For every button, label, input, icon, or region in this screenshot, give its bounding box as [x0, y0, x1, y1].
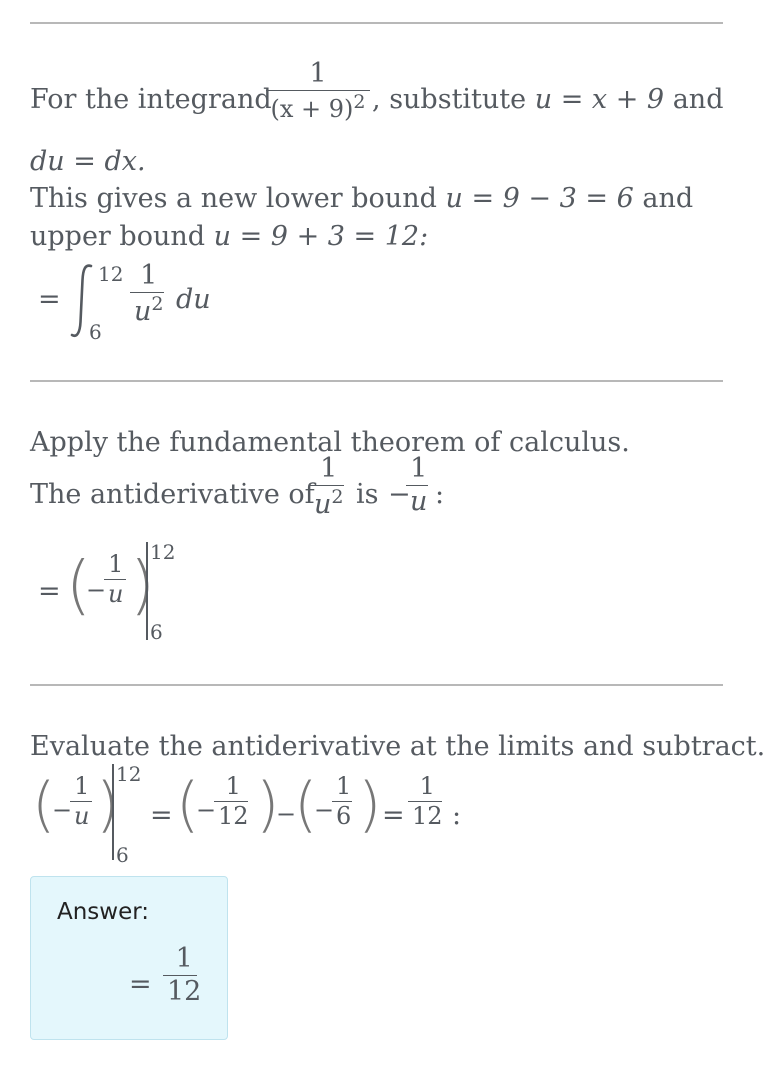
answer-fraction	[163, 945, 205, 1007]
eval-denominator: u	[108, 580, 124, 609]
divider-1	[30, 380, 723, 382]
f-exponent: 2	[331, 486, 344, 509]
upper-bound-expression: u = 9 + 3 = 12:	[213, 221, 429, 252]
minus-between: −	[276, 800, 297, 828]
equals-b: =	[150, 800, 173, 831]
result-numerator: 1	[419, 772, 435, 800]
integrand-fraction	[266, 60, 370, 123]
c-denominator: 6	[336, 802, 352, 831]
left-paren-a: (	[32, 770, 56, 840]
substitute-text	[372, 84, 723, 116]
fraction-c	[332, 774, 355, 829]
right-paren-c: )	[358, 770, 382, 840]
step1-line1	[30, 84, 272, 116]
text-lower-bound: This gives a new lower bound	[30, 183, 437, 214]
fraction-a	[70, 774, 93, 829]
colon-2: :	[452, 800, 462, 831]
text-antiderivative-of: The antiderivative of	[30, 479, 315, 510]
answer-equals: =	[129, 969, 152, 1000]
minus-c: −	[314, 796, 335, 824]
lower-bound-expression: u = 9 − 3 = 6	[445, 183, 634, 214]
fraction-b	[214, 774, 253, 829]
eval-upper-limit-2: 12	[116, 762, 142, 786]
du-expression: du = dx.	[30, 146, 146, 177]
eval-bar	[146, 542, 148, 640]
integrand-numerator: 1	[309, 58, 327, 89]
g-numerator: 1	[410, 453, 428, 484]
step2-heading: Apply the fundamental theorem of calculus.	[30, 427, 630, 458]
c-numerator: 1	[336, 772, 352, 800]
answer-label: Answer:	[57, 899, 150, 925]
text-and: and	[672, 84, 724, 115]
answer-denominator: 12	[167, 976, 202, 1008]
result-denominator: 12	[412, 802, 443, 831]
a-denominator: u	[74, 802, 90, 831]
eval-fraction	[104, 552, 127, 607]
integral-differential: du	[176, 284, 211, 315]
integral-fraction	[130, 262, 167, 327]
lower-bound-line	[30, 183, 693, 215]
left-paren-c: (	[294, 770, 318, 840]
g-fraction	[406, 455, 431, 517]
eval-numerator: 1	[108, 550, 124, 578]
b-denominator: 12	[218, 802, 249, 831]
colon: :	[435, 479, 445, 510]
divider-top	[30, 22, 723, 24]
eval-bar-2	[112, 764, 114, 860]
substitution-expression: u = x + 9	[534, 84, 665, 115]
integral-upper-limit: 12	[98, 262, 124, 286]
right-paren: )	[130, 549, 155, 623]
eval-lower-limit: 6	[150, 620, 163, 644]
answer-box	[30, 876, 228, 1040]
text-substitute: substitute	[389, 84, 527, 115]
minus-sign-2: −	[86, 576, 107, 604]
step3-heading: Evaluate the antiderivative at the limits and subtract.	[30, 731, 766, 762]
eval-lower-limit-2: 6	[116, 843, 129, 867]
a-numerator: 1	[74, 772, 90, 800]
text-upper-bound: upper bound	[30, 221, 206, 252]
minus-sign: −	[388, 479, 411, 510]
f-fraction	[310, 455, 347, 520]
text-is: is	[356, 479, 379, 510]
equals-sign: =	[38, 284, 61, 315]
text-and-2: and	[642, 183, 694, 214]
answer-numerator: 1	[175, 943, 193, 974]
integral-lower-limit: 6	[89, 320, 102, 344]
right-paren-b: )	[256, 770, 280, 840]
text-for-the-integrand: For the integrand	[30, 84, 272, 115]
f-denominator: u	[314, 489, 332, 521]
comma: ,	[372, 84, 381, 115]
integrand-denominator: (x + 9)	[270, 95, 354, 124]
integrand-exponent: 2	[353, 91, 366, 114]
minus-a: −	[52, 796, 73, 824]
eval-upper-limit: 12	[150, 540, 176, 564]
integral-denominator: u	[134, 296, 152, 328]
g-denominator: u	[410, 486, 428, 518]
right-paren-a: )	[96, 770, 120, 840]
left-paren-b: (	[176, 770, 200, 840]
b-numerator: 1	[225, 772, 241, 800]
equals-c: =	[382, 800, 405, 831]
integral-exponent: 2	[151, 293, 164, 316]
result-fraction	[408, 774, 447, 829]
integral-numerator: 1	[140, 260, 158, 291]
divider-2	[30, 684, 723, 686]
minus-b: −	[196, 796, 217, 824]
equals-sign-2: =	[38, 576, 61, 607]
f-numerator: 1	[320, 453, 338, 484]
upper-bound-line	[30, 221, 428, 253]
left-paren: (	[66, 549, 91, 623]
